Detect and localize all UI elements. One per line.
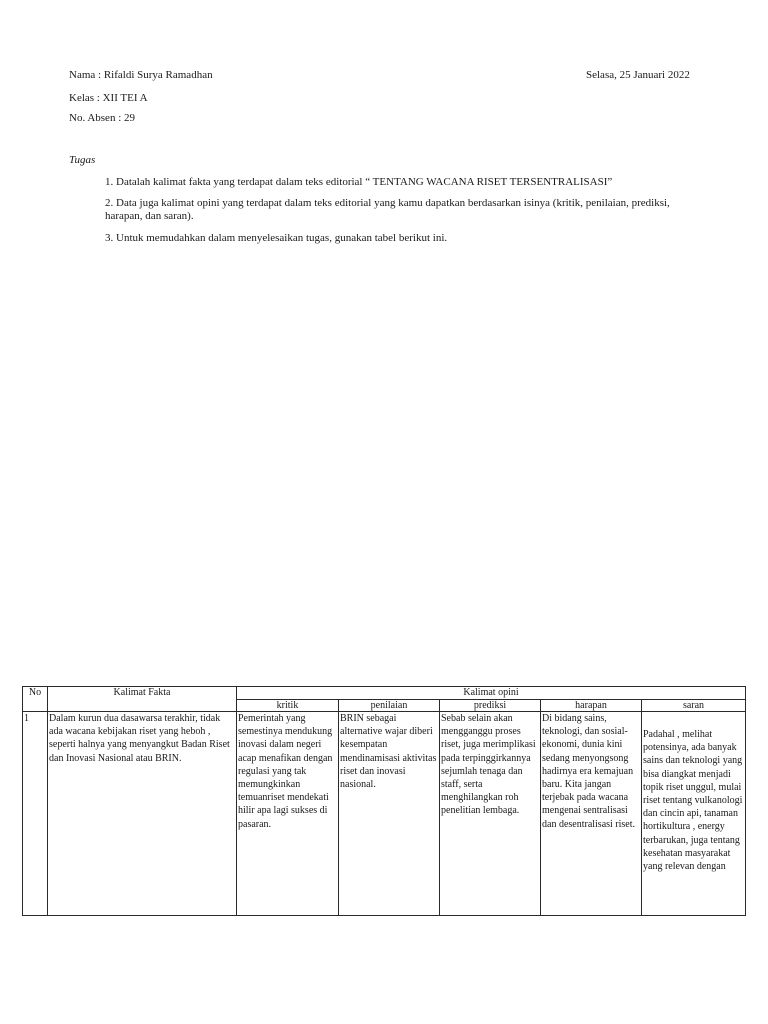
table-header-row bbox=[23, 687, 746, 700]
sub-col-penilaian: penilaian bbox=[339, 700, 440, 712]
tugas-heading: Tugas bbox=[69, 154, 96, 166]
sub-col-prediksi: prediksi bbox=[440, 700, 541, 712]
col-opini-header: Kalimat opini bbox=[237, 687, 746, 700]
table-row bbox=[23, 712, 746, 916]
harapan-cell: Di bidang sains, teknologi, dan sosial-ekonomi, dunia kini sedang menyongsong hadirnya era kemajuan baru. Kita jangan terjebak pada wacana mengenai sentralisasi dan desentralisasi riset. bbox=[541, 712, 642, 916]
saran-cell bbox=[642, 712, 746, 916]
sub-col-harapan: harapan bbox=[541, 700, 642, 712]
student-class: Kelas : XII TEI A bbox=[69, 92, 148, 104]
task-item-1: 1. Datalah kalimat fakta yang terdapat dalam teks editorial “ TENTANG WACANA RISET TERSENTRALISASI” bbox=[105, 176, 613, 188]
prediksi-cell: Sebab selain akan mengganggu proses riset, juga merimplikasi pada terpinggirkannya sejumlah tenaga dan staff, serta menghilangkan roh penelitian lembaga. bbox=[440, 712, 541, 916]
student-absence-number: No. Absen : 29 bbox=[69, 112, 135, 124]
student-name: Nama : Rifaldi Surya Ramadhan bbox=[69, 69, 213, 81]
date-line: Selasa, 25 Januari 2022 bbox=[586, 69, 690, 81]
task-item-3: 3. Untuk memudahkan dalam menyelesaikan tugas, gunakan tabel berikut ini. bbox=[105, 232, 448, 244]
row-number: 1 bbox=[23, 712, 48, 916]
kritik-cell: Pemerintah yang semestinya mendukung inovasi dalam negeri acap menafikan dengan regulasi yang tak memungkinkan temuanriset mendekati hilir apa lagi sukses di pasaran. bbox=[237, 712, 339, 916]
sub-col-saran: saran bbox=[642, 700, 746, 712]
task-item-2: 2. Data juga kalimat opini yang terdapat dalam teks editorial yang kamu dapatkan berdasarkan isinya (kritik, penilaian, prediksi, harapan, dan saran). bbox=[105, 197, 670, 222]
col-fakta-header: Kalimat Fakta bbox=[48, 687, 237, 712]
penilaian-cell: BRIN sebagai alternative wajar diberi kesempatan mendinamisasi aktivitas riset dan inovasi nasional. bbox=[339, 712, 440, 916]
fact-opinion-table bbox=[22, 686, 746, 916]
sub-col-kritik: kritik bbox=[237, 700, 339, 712]
fakta-cell: Dalam kurun dua dasawarsa terakhir, tidak ada wacana kebijakan riset yang heboh , seperti halnya yang menyangkut Badan Riset dan Inovasi Nasional atau BRIN. bbox=[48, 712, 237, 916]
saran-text: Padahal , melihat potensinya, ada banyak sains dan teknologi yang bisa diangkat menjadi topik riset unggul, mulai riset tentang vulkanologi dan cincin api, tanaman hortikultura , energy terbarukan, juga tentang kesehatan masyarakat yang relevan dengan bbox=[643, 729, 743, 873]
col-no-header: No bbox=[23, 687, 48, 712]
